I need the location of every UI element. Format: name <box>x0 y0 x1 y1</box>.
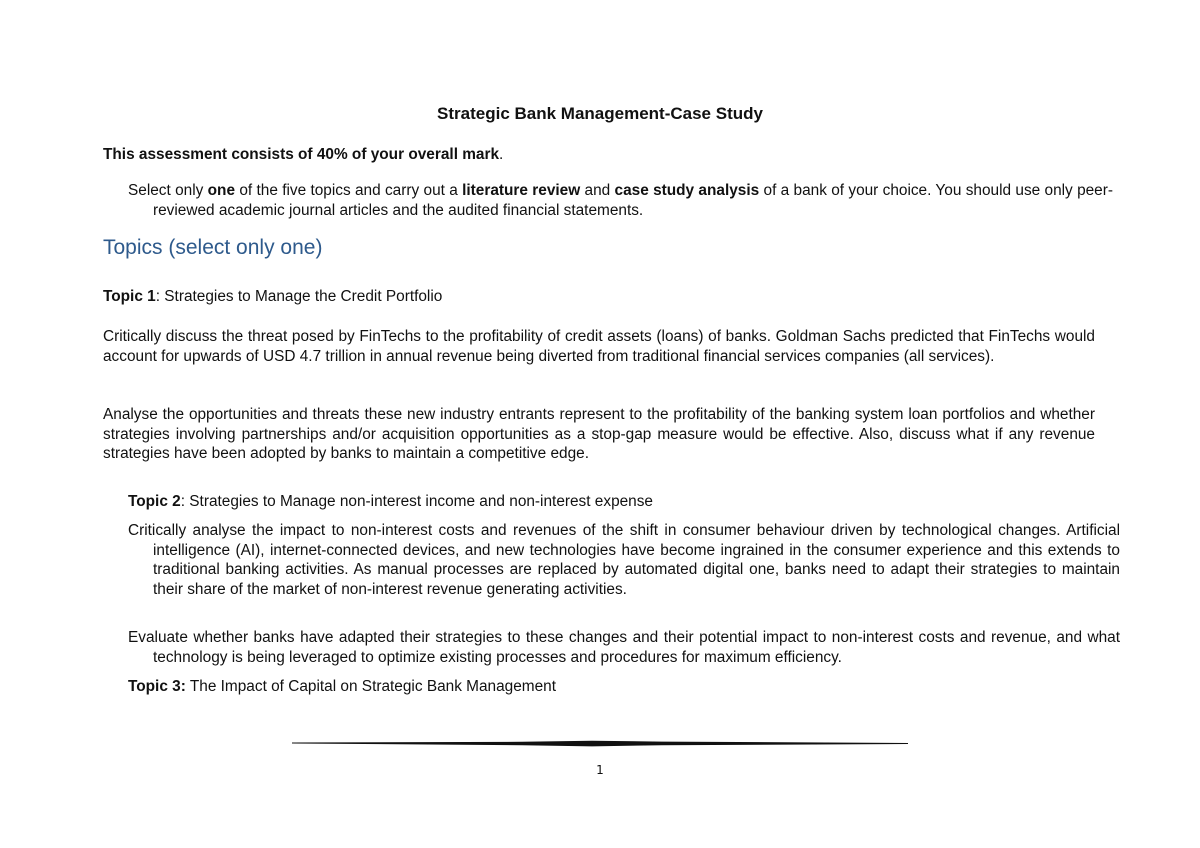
footer-divider <box>292 737 908 749</box>
instructions-text-1: Select only <box>128 182 208 199</box>
topic-2-label: Topic 2 <box>128 493 181 510</box>
topic-3-heading <box>128 677 1095 697</box>
topic-3-title: The Impact of Capital on Strategic Bank Management <box>185 678 557 695</box>
instructions-emphasis-literature-review: literature review <box>462 182 581 199</box>
topics-heading: Topics (select only one) <box>103 236 323 259</box>
assessment-weight-note <box>103 145 1103 165</box>
topic-3-label: Topic 3: <box>128 678 186 695</box>
instructions-text-3: and <box>580 182 615 199</box>
instructions-emphasis-one: one <box>207 182 236 199</box>
topic-1-paragraph-2: Analyse the opportunities and threats these new industry entrants represent to the profitability of the banking system loan portfolios and whether strategies involving partnerships and/or acquisition opportunities as a stop-gap measure would be effective. Also, discuss what if any revenue strategies have been adopted by banks to maintain a competitive edge. <box>103 406 1095 462</box>
assessment-weight-period: . <box>499 146 504 163</box>
page-number: 1 <box>596 763 604 777</box>
topic-2-paragraph-2: Evaluate whether banks have adapted their strategies to these changes and their potential impact to non-interest costs and revenue, and what technology is being leveraged to optimize existing processes and procedures for maximum efficiency. <box>128 629 1120 666</box>
topic-2-paragraph-1: Critically analyse the impact to non-interest costs and revenues of the shift in consumer behaviour driven by technological changes. Artificial intelligence (AI), internet-connected devices, and new technologies have become ingrained in the consumer experience and this extends to traditional banking activities. As manual processes are replaced by automated digital one, banks need to adapt their strategies to maintain their share of the market of non-interest revenue generating activities. <box>128 522 1120 598</box>
topic-1-label: Topic 1 <box>103 288 156 305</box>
topic-2-heading <box>128 492 1095 512</box>
topic-1-paragraph-1: Critically discuss the threat posed by FinTechs to the profitability of credit assets (loans) of banks. Goldman Sachs predicted that FinTechs would account for upwards of USD 4.7 trillion in annual revenue being diverted from traditional financial services companies (all services). <box>103 328 1095 365</box>
document-title: Strategic Bank Management-Case Study <box>437 104 763 123</box>
instructions-text-2: of the five topics and carry out a <box>235 182 463 199</box>
instructions-emphasis-case-study: case study analysis <box>614 182 760 199</box>
instructions-paragraph <box>128 181 1113 220</box>
topic-1-title: : Strategies to Manage the Credit Portfolio <box>155 288 443 305</box>
instructions-text-4: of a bank of your choice. You should use only peer-reviewed academic journal articles and the audited financial statements. <box>153 182 1113 219</box>
assessment-weight-text: This assessment consists of 40% of your overall mark <box>103 146 500 163</box>
topic-2-title: : Strategies to Manage non-interest income and non-interest expense <box>180 493 653 510</box>
topic-1-heading <box>103 287 1095 307</box>
